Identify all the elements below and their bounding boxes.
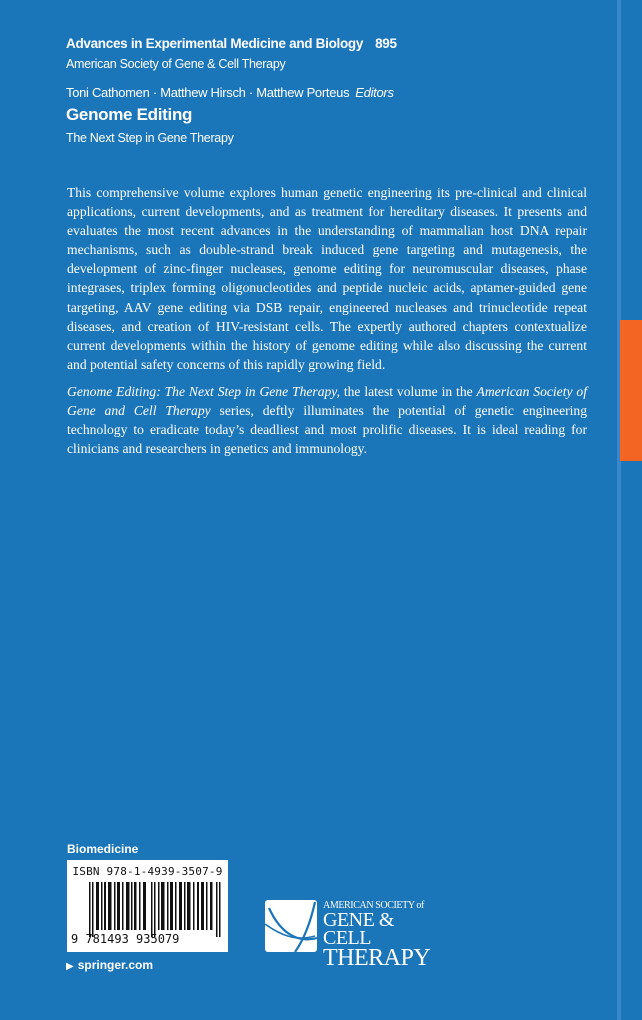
blurb-paragraph-2 <box>67 382 587 458</box>
logo-line-3: THERAPY <box>323 945 431 971</box>
asgct-logo <box>265 900 443 971</box>
series-name: Advances in Experimental Medicine and Biology <box>66 36 364 51</box>
editors-line <box>66 85 394 100</box>
category-label: Biomedicine <box>67 842 139 856</box>
book-subtitle: The Next Step in Gene Therapy <box>66 131 234 145</box>
dna-strand-icon <box>265 900 317 952</box>
volume-number: 895 <box>375 36 397 51</box>
barcode-icon <box>89 882 221 937</box>
society-name: American Society of Gene & Cell Therapy <box>66 57 286 71</box>
logo-line-1: AMERICAN SOCIETY of <box>323 900 424 911</box>
blurb <box>67 183 587 466</box>
italic-book-title: Genome Editing: The Next Step in Gene Therapy, <box>67 383 340 399</box>
book-title: Genome Editing <box>66 105 193 124</box>
spine-crease <box>617 0 621 1020</box>
editors-role: Editors <box>355 85 394 100</box>
blurb-text: the latest volume in the <box>339 383 477 399</box>
triangle-arrow-icon: ▶ <box>66 961 74 972</box>
orange-accent-tab <box>620 320 642 461</box>
website-link[interactable] <box>66 958 153 972</box>
blurb-paragraph-1: This comprehensive volume explores human genetic engineering its pre-clinical and clinical applications, current developments, and as treatment for hereditary diseases. It presents and evaluates the most recent advances in the understanding of mammalian host DNA repair mechanisms, such as double-strand break induced gene targeting and mutagenesis, the development of zinc-finger nucleases, genome editing for neuromuscular diseases, phase integrases, triplex forming oligonucleotides and peptide nucleic acids, aptamer-guided gene targeting, AAV gene editing via DSB repair, engineered nucleases and trinucleotide repeat diseases, and creation of HIV-resistant cells. The expertly authored chapters contextualize current developments within the history of genome editing while also discussing the current and potential safety concerns of this rapidly growing field. <box>67 185 587 372</box>
editor-names: Toni Cathomen · Matthew Hirsch · Matthew Porteus <box>66 85 350 100</box>
logo-line-2: GENE & CELL <box>323 909 394 949</box>
series-line <box>66 36 397 51</box>
logo-wordmark <box>323 900 443 969</box>
italic-series-name: American Society of Gene and Cell Therapy <box>67 383 587 419</box>
barcode-digits: 9 781493 935079 <box>71 932 180 946</box>
isbn-label: ISBN 978-1-4939-3507-9 <box>72 865 223 878</box>
blurb-text: series, deftly illuminates the potential of genetic engineering technology to eradicate today’s deadliest and most prolific diseases. It is ideal reading for clinicians and researchers in genetics and immunology. <box>67 403 588 457</box>
website-text: springer.com <box>77 958 154 972</box>
isbn-barcode <box>67 860 228 952</box>
